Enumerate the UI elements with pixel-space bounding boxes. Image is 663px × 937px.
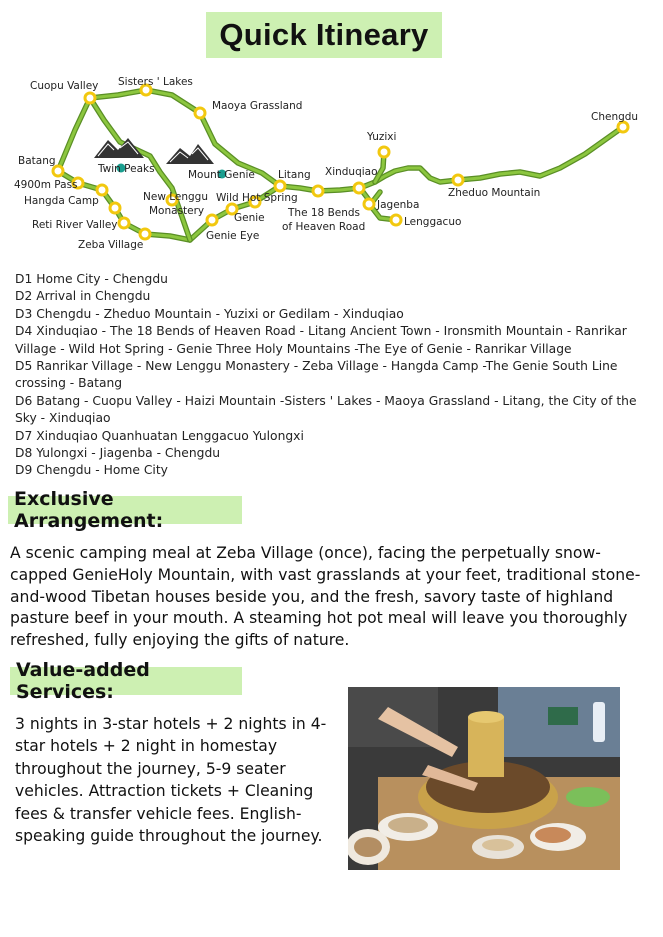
label-litang: Litang — [278, 169, 311, 181]
label-zeba: Zeba Village — [78, 239, 144, 251]
stop-marker — [618, 122, 628, 132]
label-genie-eye: Genie Eye — [206, 230, 260, 242]
stop-marker — [119, 218, 129, 228]
label-reti: Reti River Valley — [32, 219, 118, 231]
mount-genie-mountain-icon — [166, 144, 214, 164]
stop-marker — [379, 147, 389, 157]
label-bends-1: The 18 Bends — [288, 207, 361, 219]
exclusive-heading-box — [8, 488, 242, 532]
stop-marker — [53, 166, 63, 176]
label-bends-2: of Heaven Road — [282, 221, 366, 233]
label-maoya: Maoya Grassland — [212, 100, 303, 112]
value-added-heading-box — [10, 659, 242, 703]
exclusive-text: A scenic camping meal at Zeba Village (once), facing the perpetually snow-capped GenieHoly Mountain, with vast grasslands at your feet, traditional stone-and-wood Tibetan houses beside you, and the fresh, savory taste of highland pasture beef in your mouth. A steaming hot pot meal will leave you thoroughly refreshed, fully enjoying the gifts of nature. — [10, 544, 641, 650]
title-banner — [206, 12, 442, 58]
stop-marker — [97, 185, 107, 195]
stop-marker — [110, 203, 120, 213]
label-lenggacuo: Lenggacuo — [404, 216, 462, 228]
stop-marker — [275, 181, 285, 191]
label-cuopu: Cuopu Valley — [30, 80, 99, 92]
exclusive-heading: Exclusive Arrangement: — [14, 488, 164, 532]
label-mount-genie: Mount Genie — [188, 169, 255, 181]
itinerary-list — [15, 271, 655, 480]
label-hangda: Hangda Camp — [24, 195, 99, 207]
itinerary-day: D4 Xinduqiao - The 18 Bends of Heaven Road - Litang Ancient Town - Ironsmith Mountain - Ranrikar Village - Wild Hot Spring - Genie Three Holy Mountains -The Eye of Genie - Ranrikar Village — [15, 324, 627, 356]
label-twin-peaks: Twin Peaks — [98, 163, 155, 175]
stop-marker — [207, 215, 217, 225]
page-title: Quick Itineary — [219, 17, 429, 52]
itinerary-day: D3 Chengdu - Zheduo Mountain - Yuzixi or Gedilam - Xinduqiao — [15, 306, 404, 321]
label-wild-hot: Wild Hot Spring — [216, 192, 298, 204]
label-zheduo: Zheduo Mountain — [448, 187, 541, 199]
itinerary-day: D5 Ranrikar Village - New Lenggu Monastery - Zeba Village - Hangda Camp -The Genie South Line crossing - Batang — [15, 359, 618, 391]
hotpot-photo — [348, 687, 620, 870]
stop-marker — [195, 108, 205, 118]
stop-marker — [391, 215, 401, 225]
stop-marker — [85, 93, 95, 103]
itinerary-day: D1 Home City - Chengdu — [15, 272, 168, 286]
stop-marker — [140, 229, 150, 239]
label-xinduqiao: Xinduqiao — [325, 166, 378, 178]
route-map — [0, 68, 663, 268]
itinerary-day: D7 Xinduqiao Quanhuatan Lenggacuo Yulongxi — [15, 428, 304, 443]
map-labels — [14, 76, 638, 251]
itinerary-day: D6 Batang - Cuopu Valley - Haizi Mountain -Sisters ' Lakes - Maoya Grassland - Litang, the City of the Sky - Xinduqiao — [15, 393, 637, 426]
label-sisters: Sisters ' Lakes — [118, 76, 193, 88]
label-genie: Genie — [234, 212, 265, 224]
label-new-lenggu-2: Monastery — [149, 205, 205, 217]
itinerary-day: D9 Chengdu - Home City — [15, 463, 168, 478]
value-added-heading: Value-added Services: — [16, 659, 150, 703]
itinerary-day: D8 Yulongxi - Jiagenba - Chengdu — [15, 446, 221, 461]
stop-marker — [364, 199, 374, 209]
label-new-lenggu-1: New Lenggu — [143, 191, 209, 203]
label-yuzixi: Yuzixi — [367, 131, 397, 143]
label-jagenba: Jagenba — [377, 199, 420, 211]
value-added-text: 3 nights in 3-star hotels + 2 nights in 4-star hotels + 2 night in homestay throughout the journey, 5-9 seater vehicles. Attraction tickets + Cleaning fees & transfer vehicle fees. English-speaking guide throughout the journey. — [15, 715, 327, 846]
label-chengdu: Chengdu — [591, 111, 639, 123]
stop-marker — [313, 186, 323, 196]
stop-marker — [453, 175, 463, 185]
label-pass: 4900m Pass — [14, 179, 78, 191]
stop-marker — [354, 183, 364, 193]
itinerary-day: D2 Arrival in Chengdu — [15, 289, 151, 304]
label-batang: Batang — [18, 155, 56, 167]
